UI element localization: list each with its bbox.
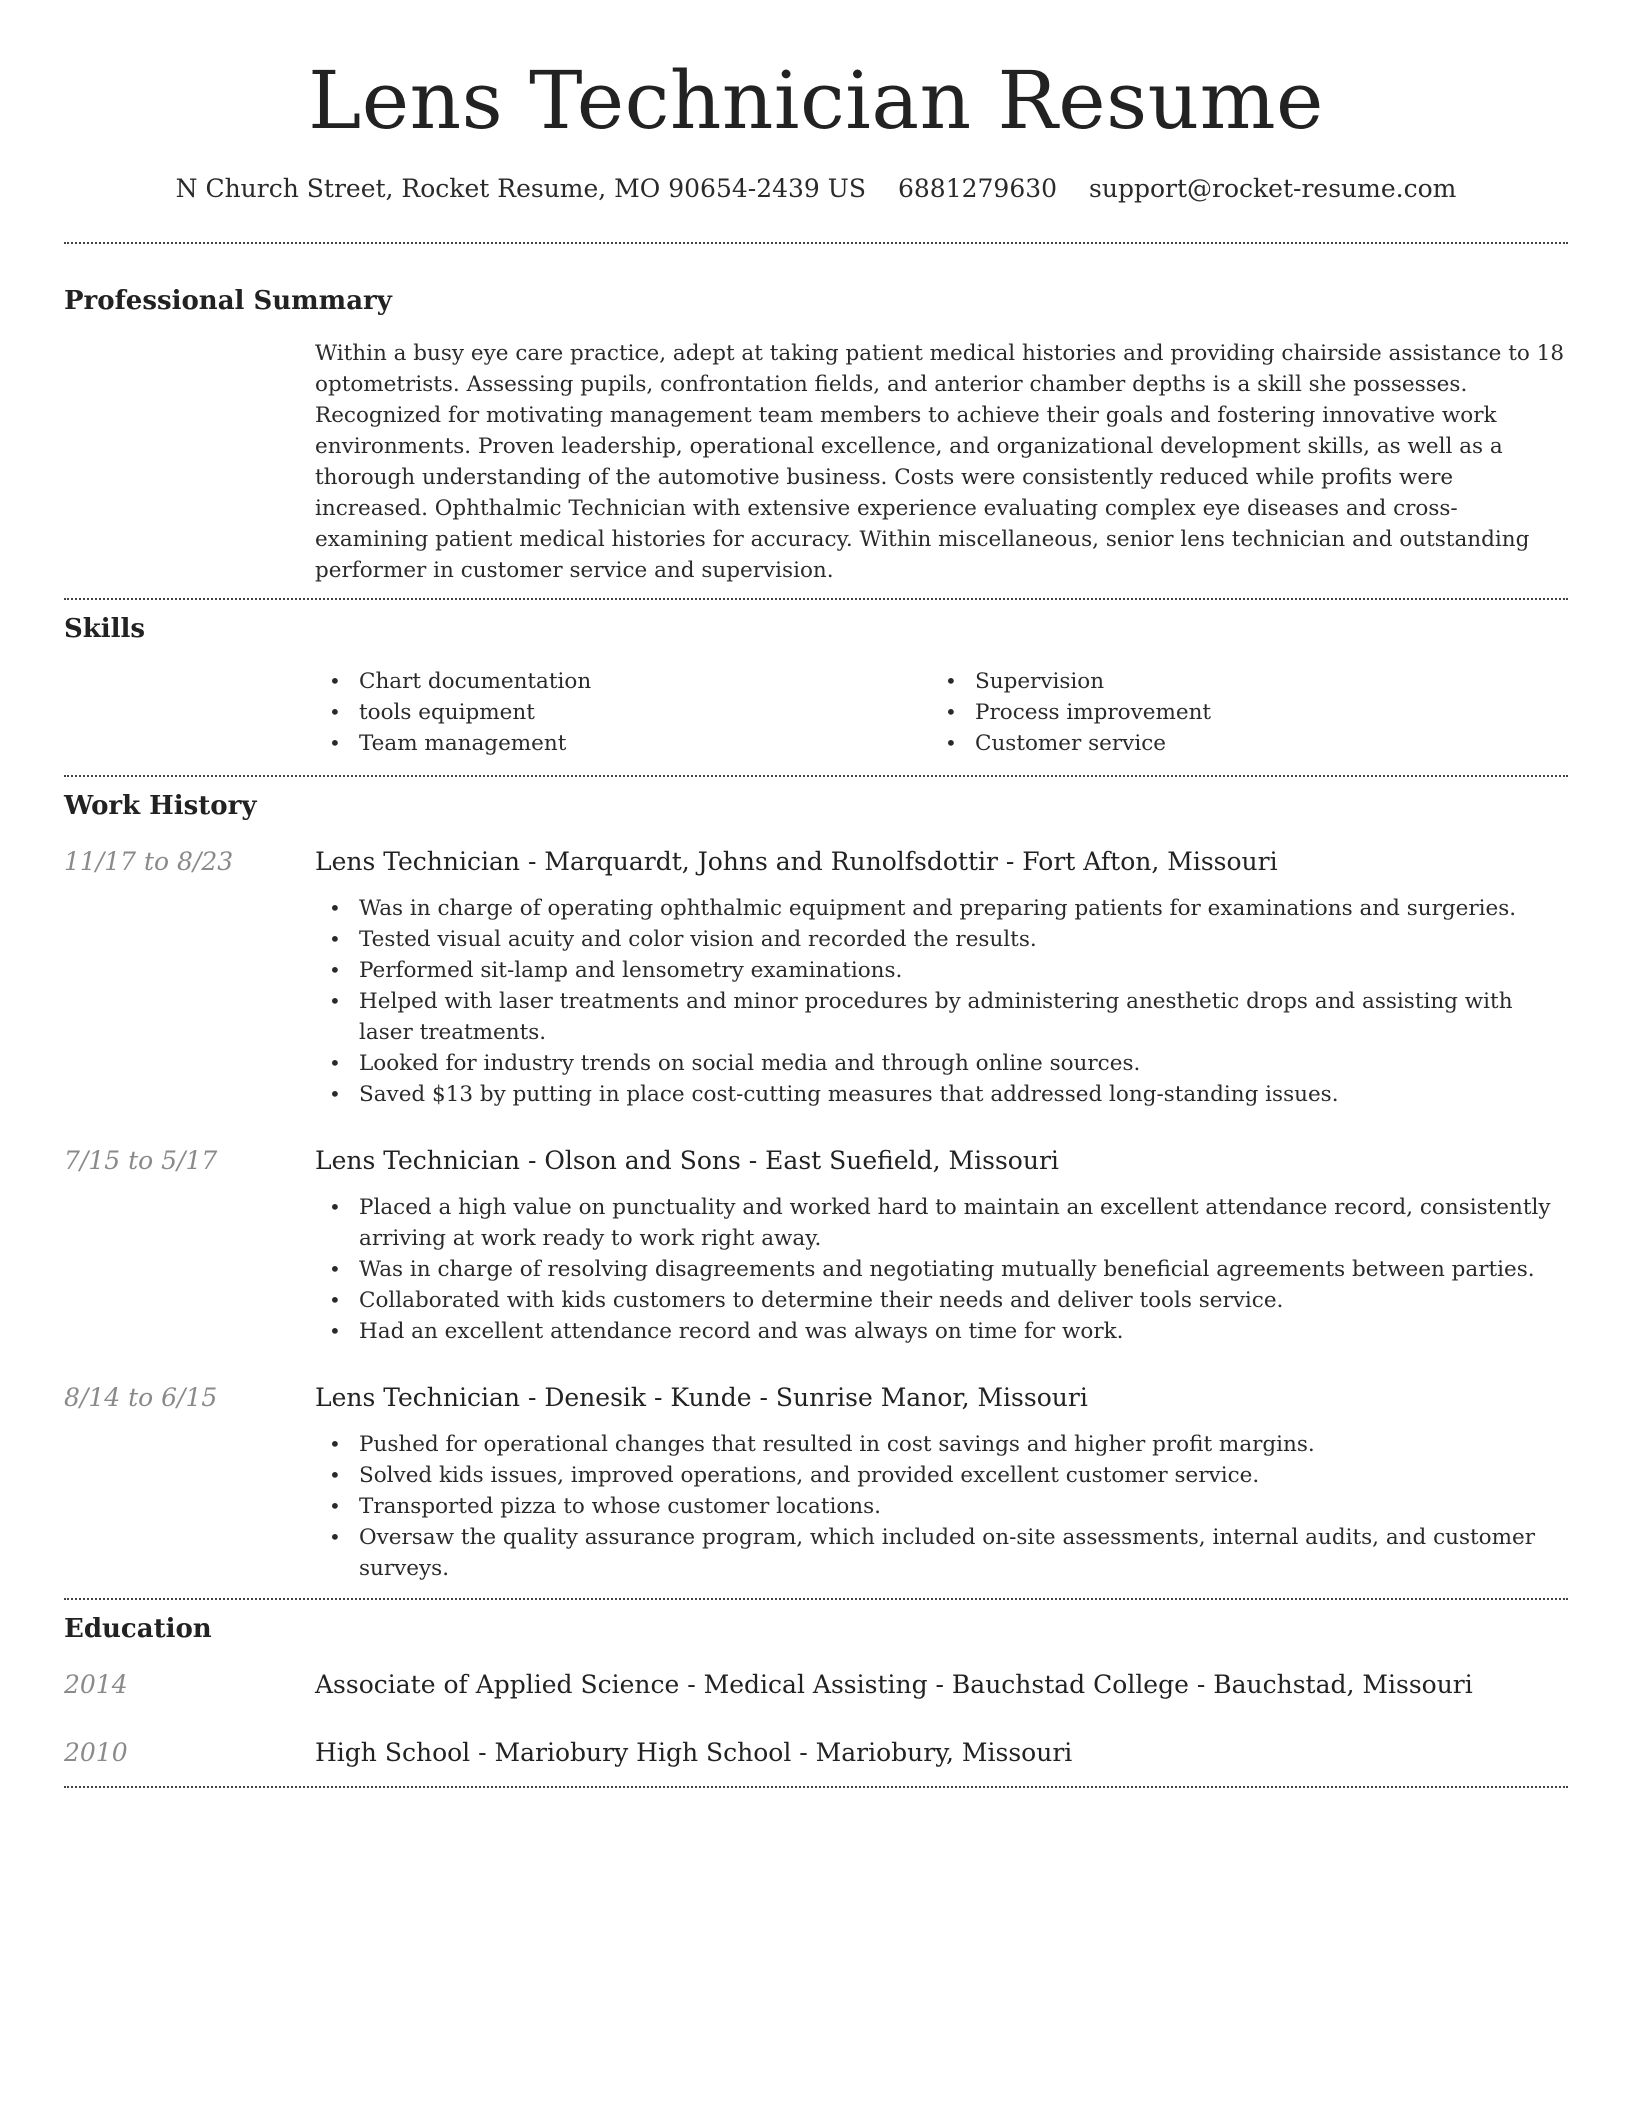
skill-item: • tools equipment [315, 697, 931, 728]
professional-summary-section [64, 284, 1568, 598]
job-bullet: • Collaborated with kids customers to determine their needs and deliver tools service. [315, 1285, 1568, 1316]
job-body [315, 845, 1568, 1110]
job-dates: 8/14 to 6/15 [64, 1383, 218, 1412]
job-bullets [315, 893, 1568, 1110]
job-bullet: • Looked for industry trends on social media and through online sources. [315, 1048, 1568, 1079]
job-title: Lens Technician - Olson and Sons - East Suefield, Missouri [315, 1146, 1059, 1175]
skill-item: • Customer service [931, 728, 1568, 759]
job-bullet: • Transported pizza to whose customer locations. [315, 1491, 1568, 1522]
education-year: 2014 [64, 1670, 128, 1699]
section-divider [64, 1598, 1568, 1600]
job-body [315, 1144, 1568, 1347]
job-entry [64, 1144, 1568, 1347]
job-bullet: • Solved kids issues, improved operations, and provided excellent customer service. [315, 1460, 1568, 1491]
education-title: Associate of Applied Science - Medical Assisting - Bauchstad College - Bauchstad, Missouri [315, 1670, 1473, 1699]
education-title: High School - Mariobury High School - Mariobury, Missouri [315, 1738, 1073, 1767]
skill-item: • Chart documentation [315, 666, 931, 697]
job-bullet: • Was in charge of resolving disagreements and negotiating mutually beneficial agreements between parties. [315, 1254, 1568, 1285]
job-bullet: • Tested visual acuity and color vision and recorded the results. [315, 924, 1568, 955]
job-entry [64, 1381, 1568, 1598]
section-divider [64, 1786, 1568, 1788]
job-bullet: • Was in charge of operating ophthalmic equipment and preparing patients for examinations and surgeries. [315, 893, 1568, 924]
section-heading-education: Education [64, 1614, 212, 1644]
job-title: Lens Technician - Denesik - Kunde - Sunrise Manor, Missouri [315, 1383, 1088, 1412]
section-divider [64, 775, 1568, 777]
section-heading-summary: Professional Summary [64, 286, 392, 316]
job-entry [64, 845, 1568, 1110]
skills-list-right [931, 666, 1568, 759]
education-entry [64, 1668, 1568, 1702]
contact-phone: 6881279630 [897, 174, 1058, 203]
education-entry [64, 1736, 1568, 1786]
job-bullet: • Performed sit-lamp and lensometry examinations. [315, 955, 1568, 986]
section-divider [64, 598, 1568, 600]
job-dates: 11/17 to 8/23 [64, 847, 234, 876]
contact-address: N Church Street, Rocket Resume, MO 90654-2439 US [175, 174, 866, 203]
skills-section [64, 612, 1568, 775]
contact-email: support@rocket-resume.com [1089, 174, 1457, 203]
work-history-section [64, 789, 1568, 1598]
skill-item: • Supervision [931, 666, 1568, 697]
resume-title: Lens Technician Resume [308, 54, 1324, 147]
job-bullet: • Pushed for operational changes that resulted in cost savings and higher profit margins. [315, 1429, 1568, 1460]
section-heading-skills: Skills [64, 614, 146, 644]
section-divider [64, 242, 1568, 244]
job-bullet: • Saved $13 by putting in place cost-cutting measures that addressed long-standing issues. [315, 1079, 1568, 1110]
job-bullet: • Helped with laser treatments and minor procedures by administering anesthetic drops and assisting with laser treatments. [315, 986, 1568, 1048]
skill-item: • Process improvement [931, 697, 1568, 728]
job-title: Lens Technician - Marquardt, Johns and Runolfsdottir - Fort Afton, Missouri [315, 847, 1278, 876]
skills-grid [315, 666, 1568, 775]
job-bullets [315, 1429, 1568, 1584]
skills-list-left [315, 666, 931, 759]
skill-item: • Team management [315, 728, 931, 759]
summary-text: Within a busy eye care practice, adept at taking patient medical histories and providing chairside assistance to 18 optometrists. Assessing pupils, confrontation fields, and anterior chamber depths is a skill she possesses. Recognized for motivating management team members to achieve their goals and fostering innovative work environments. Proven leadership, operational excellence, and organizational development skills, as well as a thorough understanding of the automotive business. Costs were consistently reduced while profits were increased. Ophthalmic Technician with extensive experience evaluating complex eye diseases and cross-examining patient medical histories for accuracy. Within miscellaneous, senior lens technician and outstanding performer in customer service and supervision. [315, 341, 1564, 583]
contact-line [64, 172, 1568, 206]
job-bullet: • Placed a high value on punctuality and worked hard to maintain an excellent attendance record, consistently arriving at work ready to work right away. [315, 1192, 1568, 1254]
job-bullet: • Oversaw the quality assurance program, which included on-site assessments, internal audits, and customer surveys. [315, 1522, 1568, 1584]
education-year: 2010 [64, 1738, 128, 1767]
section-heading-work: Work History [64, 791, 257, 821]
job-dates: 7/15 to 5/17 [64, 1146, 218, 1175]
job-bullets [315, 1192, 1568, 1347]
education-section [64, 1612, 1568, 1786]
job-body [315, 1381, 1568, 1584]
job-bullet: • Had an excellent attendance record and was always on time for work. [315, 1316, 1568, 1347]
